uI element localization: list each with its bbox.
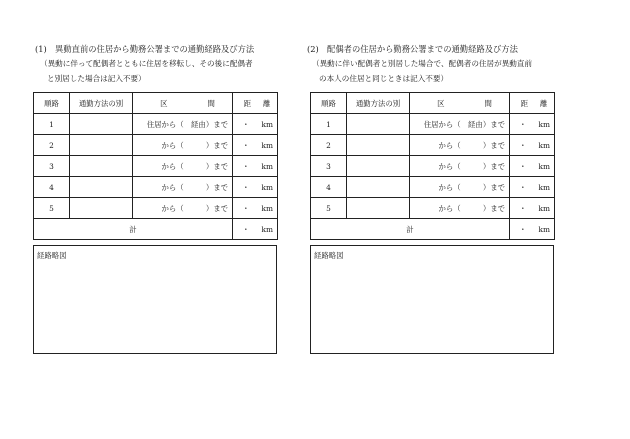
table-row [311,156,555,177]
section-cell[interactable]: から（ ）まで [133,135,233,156]
unit-km: km [261,182,273,192]
decimal-dot: ・ [519,224,527,234]
row-number: 3 [34,156,70,177]
table-row [311,198,555,219]
decimal-dot: ・ [242,140,250,150]
left-note-line2: と別居した場合は記入不要） [47,74,146,83]
table-row [311,135,555,156]
distance-cell[interactable] [233,156,278,177]
section-cell[interactable]: から（ ）まで [410,156,510,177]
header-section [410,93,510,114]
route-map-label: 経路略図 [314,251,344,260]
total-distance-cell[interactable] [510,219,555,240]
table-row [311,114,555,135]
distance-cell[interactable] [233,198,278,219]
method-cell[interactable] [70,114,133,135]
method-cell[interactable] [70,156,133,177]
table-header-row [311,93,555,114]
left-note-line1: （異動に伴って配偶者とともに住居を移転し、その後に配偶者 [40,59,253,68]
unit-km: km [261,224,273,234]
header-order: 順路 [34,93,70,114]
header-section [133,93,233,114]
header-dist-b: 離 [540,98,548,108]
decimal-dot: ・ [242,224,250,234]
method-cell[interactable] [70,135,133,156]
right-heading: (2) 配偶者の住居から勤務公署までの通勤経路及び方法 [307,44,518,54]
section-cell[interactable]: から（ ）まで [410,198,510,219]
distance-cell[interactable] [510,177,555,198]
header-distance [233,93,278,114]
header-method: 通勤方法の別 [347,93,410,114]
route-map-label: 経路略図 [37,251,67,260]
left-route-map-box[interactable] [33,245,277,354]
header-dist-b: 離 [263,98,271,108]
table-row [34,177,278,198]
unit-km: km [261,203,273,213]
header-order: 順路 [311,93,347,114]
row-number: 2 [311,135,347,156]
row-number: 5 [34,198,70,219]
header-distance [510,93,555,114]
unit-km: km [538,140,550,150]
method-cell[interactable] [70,177,133,198]
right-note-line1: （異動に伴い配偶者と別居した場合で、配偶者の住居が異動直前 [312,59,533,68]
header-dist-a: 距 [243,98,251,108]
decimal-dot: ・ [519,203,527,213]
left-route-table [33,92,278,240]
method-cell[interactable] [347,135,410,156]
header-section-a: 区 [437,98,445,108]
header-method: 通勤方法の別 [70,93,133,114]
table-row [34,198,278,219]
header-section-b: 間 [484,98,492,108]
distance-cell[interactable] [233,114,278,135]
table-header-row [34,93,278,114]
row-number: 4 [311,177,347,198]
unit-km: km [261,119,273,129]
section-cell[interactable]: から（ ）まで [133,156,233,177]
header-dist-a: 距 [520,98,528,108]
decimal-dot: ・ [242,182,250,192]
row-number: 3 [311,156,347,177]
total-label: 計 [311,219,510,240]
total-row [311,219,555,240]
method-cell[interactable] [70,198,133,219]
header-section-b: 間 [207,98,215,108]
section-cell[interactable]: から（ ）まで [133,198,233,219]
table-row [311,177,555,198]
method-cell[interactable] [347,177,410,198]
decimal-dot: ・ [519,140,527,150]
unit-km: km [538,203,550,213]
row-number: 5 [311,198,347,219]
section-cell[interactable]: 住居から（ 経由）まで [133,114,233,135]
distance-cell[interactable] [510,135,555,156]
decimal-dot: ・ [242,161,250,171]
unit-km: km [538,119,550,129]
row-number: 1 [34,114,70,135]
unit-km: km [261,161,273,171]
row-number: 4 [34,177,70,198]
row-number: 1 [311,114,347,135]
decimal-dot: ・ [242,119,250,129]
table-row [34,156,278,177]
decimal-dot: ・ [519,182,527,192]
decimal-dot: ・ [242,203,250,213]
right-route-map-box[interactable] [310,245,554,354]
table-row [34,135,278,156]
right-note-line2: の本人の住居と同じときは記入不要） [319,74,449,83]
method-cell[interactable] [347,114,410,135]
section-cell[interactable]: から（ ）まで [133,177,233,198]
left-heading: (1) 異動直前の住居から勤務公署までの通勤経路及び方法 [35,44,255,54]
unit-km: km [538,224,550,234]
section-cell[interactable]: 住居から（ 経由）まで [410,114,510,135]
total-label: 計 [34,219,233,240]
row-number: 2 [34,135,70,156]
distance-cell[interactable] [510,156,555,177]
decimal-dot: ・ [519,161,527,171]
unit-km: km [538,161,550,171]
method-cell[interactable] [347,198,410,219]
decimal-dot: ・ [519,119,527,129]
distance-cell[interactable] [233,177,278,198]
distance-cell[interactable] [510,114,555,135]
right-route-table [310,92,555,240]
total-row [34,219,278,240]
section-cell[interactable]: から（ ）まで [410,135,510,156]
total-distance-cell[interactable] [233,219,278,240]
distance-cell[interactable] [233,135,278,156]
section-cell[interactable]: から（ ）まで [410,177,510,198]
table-row [34,114,278,135]
unit-km: km [538,182,550,192]
unit-km: km [261,140,273,150]
method-cell[interactable] [347,156,410,177]
header-section-a: 区 [160,98,168,108]
distance-cell[interactable] [510,198,555,219]
